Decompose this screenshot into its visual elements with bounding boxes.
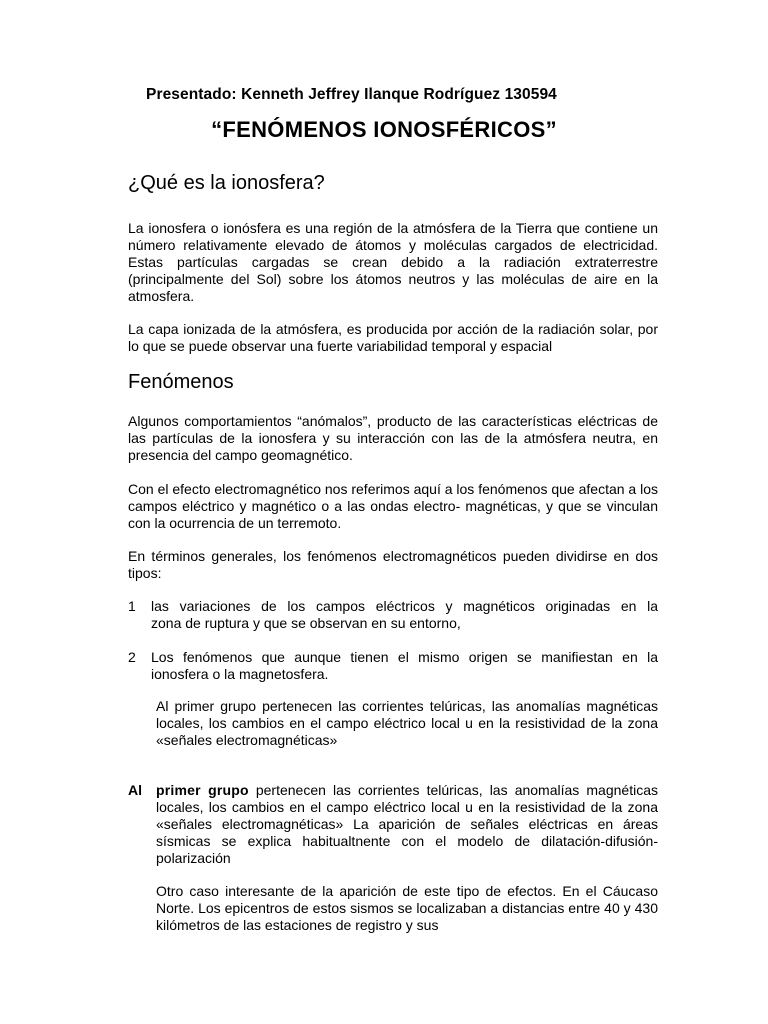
paragraph-anomalous-behaviors: Algunos comportamientos “anómalos”, producto de las características eléctricas de las partículas de la ionosfera y su interacción con las de la atmósfera neutra, en presencia del campo geomagnético. — [128, 413, 658, 463]
list-item-line: ionosfera o la magnetosfera. — [151, 666, 329, 682]
paragraph-ionosfera-definition: La ionosfera o ionósfera es una región de la atmósfera de la Tierra que contiene un número relativamente elevado de átomos y moléculas cargados de electricidad. Estas partículas cargadas se crean debido a la radiación extraterrestre (principalmente del Sol) sobre los átomos neutros y las moléculas de aire en la atmosfera. — [128, 220, 658, 304]
paragraph-general-terms: En términos generales, los fenómenos electromagnéticos pueden dividirse en dos tipos: — [128, 548, 658, 581]
section-heading-ionosfera: ¿Qué es la ionosfera? — [128, 172, 325, 194]
paragraph-ionized-layer: La capa ionizada de la atmósfera, es producida por acción de la radiación solar, por lo que se puede observar una fuerte variabilidad temporal y espacial — [128, 321, 658, 354]
list-item-text — [151, 598, 658, 632]
list-item-text — [151, 649, 658, 683]
paragraph-rest: pertenecen las corrientes telúricas, las anomalías magnéticas locales, los cambios en el campo eléctrico local u en la resistividad de la zona «señales electromagnéticas» La aparición de señales eléctricas en áreas sísmicas se explica habitualtnente con el modelo de dilatación-difusión-polarización — [156, 782, 658, 866]
list-item-number: 2 — [128, 649, 136, 665]
paragraph-lead-word: Al — [128, 782, 142, 798]
paragraph-electromagnetic-effect: Con el efecto electromagnético nos referimos aquí a los fenómenos que afectan a los campos eléctrico y magnético o a las ondas electro- magnéticas, y que se vinculan con la ocurrencia de un terremoto. — [128, 481, 658, 531]
paragraph-body — [156, 782, 658, 867]
list-item-line: zona de ruptura y que se observan en su entorno, — [151, 615, 461, 631]
bold-phrase: primer grupo — [156, 782, 249, 798]
list-item-line: Los fenómenos que aunque tienen el mismo origen se manifiestan en la — [151, 649, 658, 665]
presenter-line: Presentado: Kenneth Jeffrey Ilanque Rodríguez 130594 — [146, 86, 557, 103]
paragraph-first-group: Al primer grupo pertenecen las corrientes telúricas, las anomalías magnéticas locales, los cambios en el campo eléctrico local u en la resistividad de la zona «señales electromagnéticas» — [156, 698, 658, 748]
paragraph-caucasus-case: Otro caso interesante de la aparición de este tipo de efectos. En el Cáucaso Norte. Los epicentros de estos sismos se localizaban a distancias entre 40 y 430 kilómetros de las estaciones de registro y sus — [156, 883, 658, 933]
section-heading-fenomenos: Fenómenos — [128, 371, 234, 393]
list-item-line: las variaciones de los campos eléctricos y magnéticos originadas en la — [151, 598, 658, 614]
list-item-number: 1 — [128, 598, 136, 614]
document-title: “FENÓMENOS IONOSFÉRICOS” — [211, 117, 557, 142]
